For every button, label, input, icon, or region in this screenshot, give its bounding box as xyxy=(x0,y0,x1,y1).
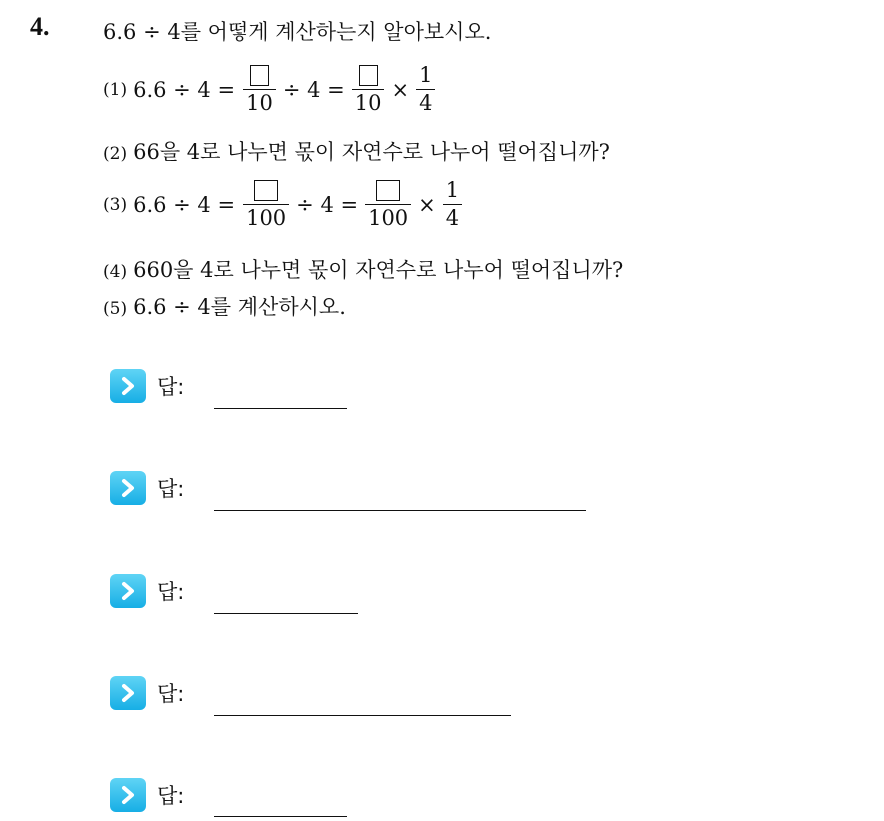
chevron-right-icon xyxy=(110,369,146,403)
answer-row-5 xyxy=(110,778,184,812)
chevron-right-icon xyxy=(110,676,146,710)
part-5 xyxy=(103,291,346,321)
part-3-frac-den: 4 xyxy=(443,204,462,229)
part-3-times: × xyxy=(418,192,436,217)
part-3-equation xyxy=(103,180,462,229)
part-3-fraction-b xyxy=(365,180,411,229)
part-1-fraction-c xyxy=(416,65,435,114)
part-1-number: (1) xyxy=(103,79,128,100)
blank-box[interactable] xyxy=(254,180,278,201)
part-1-den-a: 10 xyxy=(243,89,276,114)
part-3-number: (3) xyxy=(103,194,128,215)
answer-label: 답: xyxy=(157,784,185,808)
part-3-den-b: 100 xyxy=(365,204,411,229)
answer-blank-1[interactable] xyxy=(214,408,347,409)
answer-row-2 xyxy=(110,471,184,505)
answer-blank-5[interactable] xyxy=(214,816,347,817)
part-3-mid: ÷ 4 = xyxy=(296,192,359,217)
answer-blank-4[interactable] xyxy=(214,715,511,716)
answer-label: 답: xyxy=(157,580,185,604)
part-3-fraction-c xyxy=(443,180,462,229)
question-number: 4. xyxy=(30,12,50,41)
part-1-lhs: 6.6 ÷ 4 = xyxy=(133,77,236,102)
part-5-text: 6.6 ÷ 4를 계산하시오. xyxy=(133,295,346,319)
part-2-number: (2) xyxy=(103,144,128,164)
part-1-mid: ÷ 4 = xyxy=(282,77,345,102)
part-3-den-a: 100 xyxy=(243,204,289,229)
blank-box[interactable] xyxy=(250,65,269,86)
answer-blank-2[interactable] xyxy=(214,510,586,511)
part-3-frac-num: 1 xyxy=(445,178,460,202)
answer-label: 답: xyxy=(157,375,185,399)
part-3-fraction-a xyxy=(243,180,289,229)
blank-box[interactable] xyxy=(359,65,378,86)
part-1-times: × xyxy=(391,77,410,102)
part-5-number: (5) xyxy=(103,299,128,319)
answer-label: 답: xyxy=(157,682,185,706)
part-1-frac-num: 1 xyxy=(419,63,433,87)
answer-label: 답: xyxy=(157,477,185,501)
blank-box[interactable] xyxy=(376,180,400,201)
chevron-right-icon xyxy=(110,574,146,608)
part-1-frac-den: 4 xyxy=(416,89,435,114)
answer-blank-3[interactable] xyxy=(214,613,358,614)
part-3-lhs: 6.6 ÷ 4 = xyxy=(133,192,236,217)
chevron-right-icon xyxy=(110,471,146,505)
answer-row-1 xyxy=(110,369,184,403)
question-title: 6.6 ÷ 4를 어떻게 계산하는지 알아보시오. xyxy=(103,20,492,44)
part-4-number: (4) xyxy=(103,262,128,282)
part-4 xyxy=(103,254,623,284)
part-2 xyxy=(103,136,610,166)
answer-row-3 xyxy=(110,574,184,608)
chevron-right-icon xyxy=(110,778,146,812)
part-1-equation xyxy=(103,65,435,114)
part-1-fraction-a xyxy=(243,65,276,114)
answer-row-4 xyxy=(110,676,184,710)
part-4-text: 660을 4로 나누면 몫이 자연수로 나누어 떨어집니까? xyxy=(133,258,624,282)
part-1-den-b: 10 xyxy=(352,89,385,114)
part-2-text: 66을 4로 나누면 몫이 자연수로 나누어 떨어집니까? xyxy=(133,140,610,164)
part-1-fraction-b xyxy=(352,65,385,114)
